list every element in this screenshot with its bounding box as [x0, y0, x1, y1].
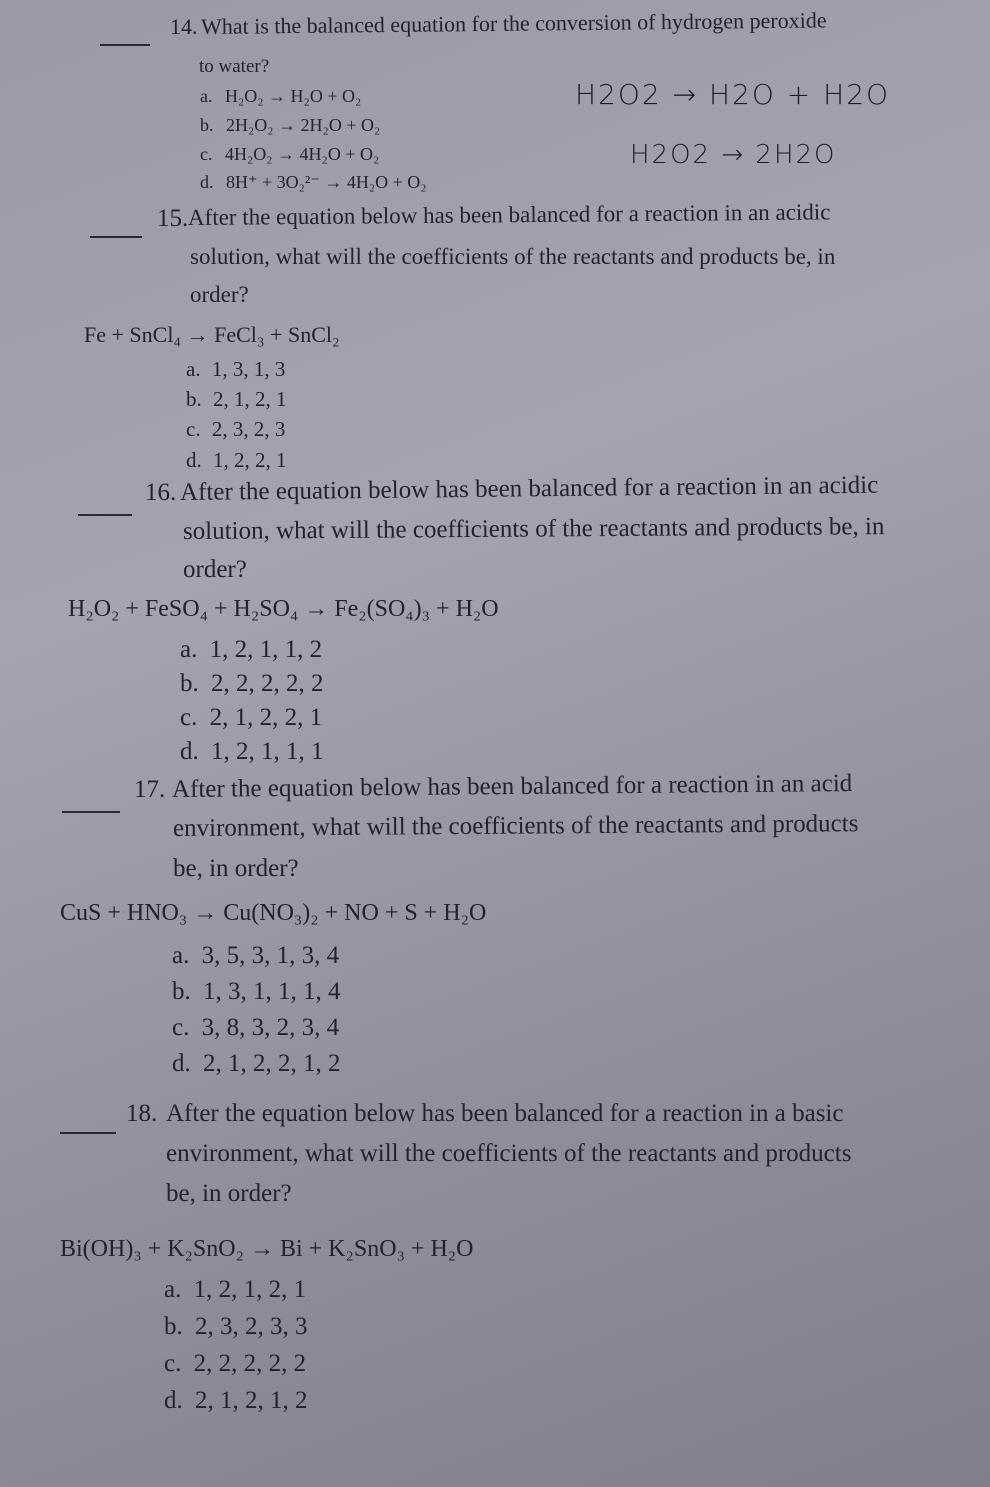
question-17-text-line1: After the equation below has been balanced for a reaction in an acid: [171, 770, 853, 803]
q16-option-c-text: 2, 1, 2, 2, 1: [209, 704, 323, 731]
q18-option-b-letter: b.: [164, 1313, 183, 1340]
question-18-text-line2: environment, what will the coefficients of the reactants and products: [166, 1140, 852, 1167]
q16-option-d-text: 1, 2, 1, 1, 1: [211, 738, 324, 765]
question-17-number: 17.: [134, 776, 166, 803]
q16-option-b[interactable]: [180, 670, 324, 698]
question-16-text-line1: After the equation below has been balanced for a reaction in an acidic: [179, 471, 879, 506]
q17-option-c[interactable]: [172, 1014, 339, 1042]
q18-option-d-text: 2, 1, 2, 1, 2: [195, 1387, 308, 1414]
q17-option-b-text: 1, 3, 1, 1, 1, 4: [203, 978, 341, 1005]
question-16-equation: H₂O₂ + FeSO₄ + H₂SO₄ → Fe₂(SO₄)₃ + H₂O: [68, 596, 499, 622]
q18-option-d[interactable]: [164, 1387, 308, 1415]
q15-option-b[interactable]: [186, 387, 287, 412]
answer-blank-16[interactable]: [78, 514, 132, 516]
q15-option-a-letter: a.: [186, 357, 201, 381]
q15-option-a[interactable]: [186, 357, 285, 382]
q18-option-a-text: 1, 2, 1, 2, 1: [193, 1276, 307, 1303]
q18-option-a-letter: a.: [164, 1276, 182, 1303]
q16-option-a[interactable]: [180, 636, 322, 664]
q15-option-d[interactable]: [186, 448, 287, 473]
handwritten-note-2: H2O2 → 2H2O: [630, 140, 837, 170]
q15-option-c-text: 2, 3, 2, 3: [211, 417, 286, 441]
q14-option-d[interactable]: [200, 172, 427, 193]
question-17-equation: CuS + HNO₃ → Cu(NO₃)₂ + NO + S + H₂O: [60, 900, 487, 926]
q17-option-a-letter: a.: [172, 942, 190, 969]
question-17-text-line3: be, in order?: [173, 855, 299, 882]
q14-option-d-letter: d.: [200, 172, 214, 192]
q16-option-d-letter: d.: [180, 738, 199, 765]
q18-option-b[interactable]: [164, 1313, 308, 1341]
q18-option-c-text: 2, 2, 2, 2, 2: [193, 1350, 307, 1377]
q15-option-d-letter: d.: [186, 448, 202, 472]
q16-option-a-letter: a.: [180, 636, 198, 663]
q17-option-d-text: 2, 1, 2, 2, 1, 2: [203, 1050, 341, 1077]
question-16-text-line2: solution, what will the coefficients of the reactants and products be, in: [182, 513, 885, 545]
question-15-number: 15.: [157, 205, 189, 232]
question-18-equation: Bi(OH)₃ + K₂SnO₂ → Bi + K₂SnO₃ + H₂O: [60, 1236, 474, 1262]
q14-option-a[interactable]: [200, 86, 361, 107]
q14-option-c[interactable]: [200, 144, 379, 165]
q14-option-a-letter: a.: [200, 86, 213, 106]
question-14-number: 14.: [170, 14, 198, 39]
question-15-text-line2: solution, what will the coefficients of the reactants and products be, in: [190, 244, 836, 269]
q17-option-a[interactable]: [172, 942, 339, 970]
q16-option-b-letter: b.: [180, 670, 199, 697]
q18-option-d-letter: d.: [164, 1387, 183, 1414]
question-18-text-line3: be, in order?: [166, 1180, 292, 1207]
question-15-text-line1: After the equation below has been balanced for a reaction in an acidic: [187, 199, 831, 230]
handwritten-note-1: H2O2 → H2O + H2O: [575, 78, 891, 111]
q17-option-b[interactable]: [172, 978, 341, 1006]
q17-option-d[interactable]: [172, 1050, 341, 1078]
question-16-text-line3: order?: [183, 556, 247, 583]
answer-blank-18[interactable]: [60, 1132, 116, 1134]
q14-option-b-letter: b.: [200, 115, 214, 135]
q14-option-d-text: 8H⁺ + 3O₂²⁻ → 4H₂O + O₂: [226, 172, 427, 192]
question-18-text-line1: After the equation below has been balanced for a reaction in a basic: [166, 1100, 844, 1127]
q14-option-b-text: 2H₂O₂ → 2H₂O + O₂: [226, 115, 381, 135]
question-17-text-line2: environment, what will the coefficients of the reactants and products: [172, 810, 859, 842]
q16-option-d[interactable]: [180, 738, 324, 766]
q15-option-b-letter: b.: [186, 387, 202, 411]
q18-option-b-text: 2, 3, 2, 3, 3: [195, 1313, 308, 1340]
q18-option-c-letter: c.: [164, 1350, 182, 1377]
question-14-text-line1: What is the balanced equation for the conversion of hydrogen peroxide: [200, 7, 827, 39]
q18-option-a[interactable]: [164, 1276, 306, 1304]
question-15-equation: Fe + SnCl₄ → FeCl₃ + SnCl₂: [84, 322, 340, 347]
q17-option-c-text: 3, 8, 3, 2, 3, 4: [201, 1014, 340, 1041]
q15-option-b-text: 2, 1, 2, 1: [213, 387, 287, 411]
q18-option-c[interactable]: [164, 1350, 306, 1378]
q17-option-a-text: 3, 5, 3, 1, 3, 4: [201, 942, 340, 969]
q16-option-c-letter: c.: [180, 704, 198, 731]
q17-option-c-letter: c.: [172, 1014, 190, 1041]
question-15-text-line3: order?: [190, 282, 249, 307]
q17-option-d-letter: d.: [172, 1050, 191, 1077]
q15-option-a-text: 1, 3, 1, 3: [211, 357, 286, 381]
answer-blank-14[interactable]: [100, 44, 150, 46]
question-14-text-line2: to water?: [199, 56, 270, 77]
q14-option-a-text: H₂O₂ → H₂O + O₂: [225, 86, 362, 106]
answer-blank-15[interactable]: [90, 236, 142, 238]
q16-option-c[interactable]: [180, 704, 322, 732]
question-16-number: 16.: [145, 479, 177, 506]
q15-option-d-text: 1, 2, 2, 1: [213, 448, 287, 472]
answer-blank-17[interactable]: [62, 811, 120, 813]
q17-option-b-letter: b.: [172, 978, 191, 1005]
q15-option-c[interactable]: [186, 417, 285, 442]
q16-option-b-text: 2, 2, 2, 2, 2: [211, 670, 324, 697]
q14-option-c-text: 4H₂O₂ → 4H₂O + O₂: [225, 144, 380, 164]
q14-option-b[interactable]: [200, 115, 380, 136]
question-18-number: 18.: [126, 1100, 158, 1127]
q16-option-a-text: 1, 2, 1, 1, 2: [209, 636, 323, 663]
q14-option-c-letter: c.: [200, 144, 213, 164]
q15-option-c-letter: c.: [186, 417, 201, 441]
